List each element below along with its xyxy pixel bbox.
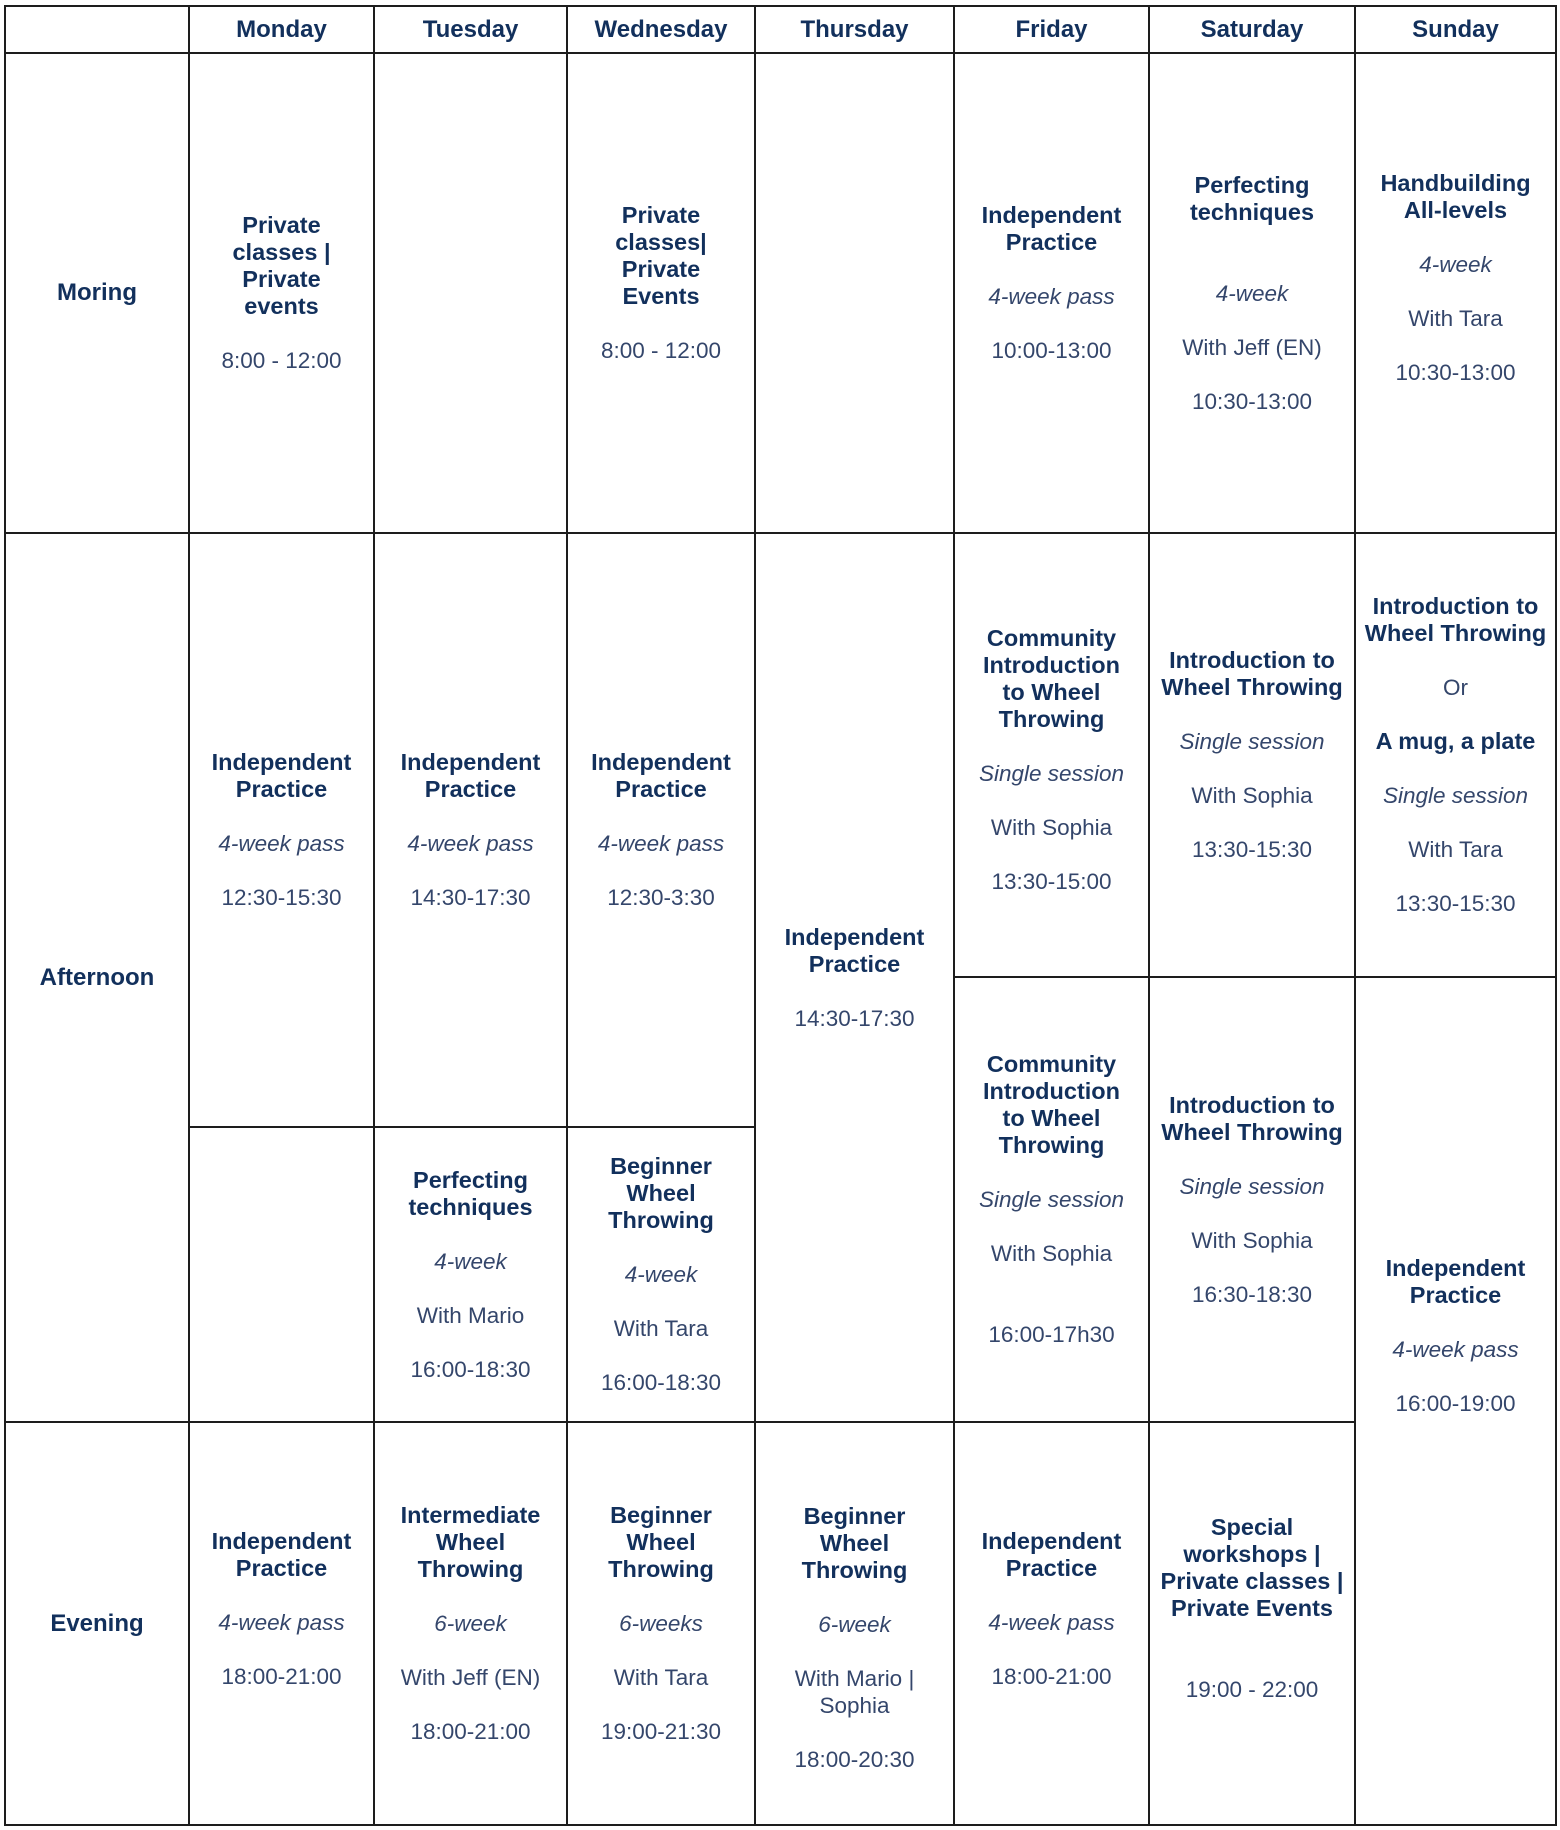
- class-slot-afternoon-sunday-2: [1356, 978, 1555, 1824]
- class-title: Independent Practice: [981, 1527, 1122, 1581]
- class-duration: 4-week pass: [407, 831, 534, 856]
- day-header-wednesday: Wednesday: [594, 15, 728, 43]
- class-slot-morning-wednesday: [568, 54, 754, 532]
- period-label-afternoon: Afternoon: [39, 963, 155, 991]
- class-duration: 6-week: [434, 1611, 507, 1636]
- class-or: Or: [1443, 675, 1468, 700]
- class-time: 8:00 - 12:00: [600, 338, 722, 363]
- class-time: 13:30-15:00: [991, 869, 1112, 894]
- class-title: Independent Practice: [211, 749, 352, 802]
- class-slot-afternoon-saturday-1: [1150, 534, 1354, 976]
- class-slot-evening-thursday: [756, 1423, 953, 1824]
- class-time: 19:00 - 22:00: [1185, 1677, 1319, 1702]
- class-title: Independent Practice: [784, 923, 925, 977]
- class-time: 16:00-18:30: [410, 1356, 531, 1382]
- class-duration: 4-week pass: [218, 831, 345, 856]
- class-time: 18:00-20:30: [794, 1746, 915, 1772]
- class-slot-morning-friday: [955, 54, 1148, 532]
- class-slot-evening-tuesday: [375, 1423, 566, 1824]
- grid-line: [4, 1824, 1557, 1826]
- class-time: 8:00 - 12:00: [221, 348, 342, 373]
- day-header-saturday: Saturday: [1200, 15, 1304, 43]
- class-duration: 6-week: [818, 1611, 891, 1637]
- period-label-evening: Evening: [50, 1609, 144, 1637]
- class-teacher: With Mario | Sophia: [794, 1665, 915, 1718]
- class-title: Community Introduction to Wheel Throwing: [982, 625, 1121, 732]
- class-title: Perfecting techniques: [408, 1166, 533, 1220]
- class-teacher: With Tara: [1408, 306, 1503, 331]
- class-time: 16:00-19:00: [1395, 1391, 1516, 1416]
- class-teacher: With Tara: [613, 1665, 709, 1690]
- class-slot-afternoon-friday-1: [955, 534, 1148, 976]
- day-header-sunday: Sunday: [1412, 15, 1499, 43]
- class-duration: 4-week pass: [218, 1609, 345, 1635]
- class-slot-afternoon-wednesday: [568, 534, 754, 1126]
- class-time: 19:00-21:30: [600, 1719, 722, 1744]
- class-teacher: With Sophia: [1191, 1227, 1313, 1253]
- class-teacher: With Sophia: [990, 815, 1113, 840]
- class-time: 16:00-17h30: [988, 1322, 1115, 1347]
- class-slot-afternoon-thursday: [756, 534, 953, 1421]
- class-slot-afternoon-tuesday-2: [375, 1128, 566, 1421]
- class-slot-evening-saturday: [1150, 1423, 1354, 1824]
- class-slot-afternoon-saturday-2: [1150, 978, 1354, 1421]
- class-time: 12:30-15:30: [221, 885, 342, 910]
- class-slot-evening-friday: [955, 1423, 1148, 1824]
- day-header-monday: Monday: [236, 15, 327, 43]
- class-duration: Single session: [1179, 729, 1325, 754]
- class-title: Introduction to Wheel Throwing: [1364, 593, 1547, 646]
- class-title: Private classes | Private events: [232, 212, 331, 319]
- class-time: 13:30-15:30: [1395, 891, 1516, 916]
- class-title: Beginner Wheel Throwing: [608, 1153, 714, 1233]
- class-title: Independent Practice: [981, 202, 1122, 255]
- class-time: 16:30-18:30: [1191, 1281, 1313, 1307]
- class-duration: Single session: [978, 1187, 1125, 1212]
- class-title: Perfecting techniques: [1189, 171, 1315, 225]
- day-header-tuesday: Tuesday: [422, 15, 519, 43]
- class-title-alt: A mug, a plate: [1375, 728, 1536, 754]
- class-duration: 4-week pass: [988, 1609, 1115, 1635]
- class-title: Independent Practice: [591, 749, 731, 802]
- class-duration: 6-weeks: [619, 1611, 703, 1636]
- class-slot-afternoon-tuesday: [375, 534, 566, 1126]
- class-time: 14:30-17:30: [794, 1005, 915, 1031]
- class-teacher: With Tara: [613, 1316, 709, 1341]
- class-time: 14:30-17:30: [410, 885, 531, 910]
- class-duration: Single session: [1179, 1173, 1325, 1199]
- class-slot-afternoon-sunday-1: [1356, 534, 1555, 976]
- class-time: 12:30-3:30: [607, 885, 715, 910]
- class-teacher: With Tara: [1408, 837, 1503, 862]
- class-title: Independent Practice: [211, 1527, 352, 1581]
- class-slot-evening-wednesday: [568, 1423, 754, 1824]
- period-label-morning: Moring: [57, 279, 137, 306]
- class-slot-morning-saturday: [1150, 54, 1354, 532]
- class-title: Introduction to Wheel Throwing: [1161, 647, 1343, 700]
- class-time: 10:00-13:00: [991, 338, 1112, 363]
- class-teacher: With Mario: [416, 1302, 525, 1328]
- class-duration: Single session: [1382, 783, 1529, 808]
- class-teacher: With Jeff (EN): [400, 1665, 541, 1690]
- class-slot-morning-monday: [190, 54, 373, 532]
- class-duration: 4-week: [1215, 280, 1289, 306]
- class-duration: 4-week pass: [1392, 1337, 1519, 1362]
- grid-line: [1555, 5, 1557, 1826]
- class-title: Introduction to Wheel Throwing: [1161, 1091, 1343, 1145]
- class-time: 18:00-21:00: [991, 1663, 1112, 1689]
- class-slot-morning-sunday: [1356, 54, 1555, 532]
- class-duration: 4-week: [1419, 252, 1492, 277]
- class-title: Independent Practice: [400, 749, 541, 802]
- class-teacher: With Sophia: [1191, 783, 1313, 808]
- class-slot-evening-monday: [190, 1423, 373, 1824]
- class-time: 13:30-15:30: [1191, 837, 1313, 862]
- class-slot-afternoon-friday-2: [955, 978, 1148, 1421]
- class-title: Community Introduction to Wheel Throwing: [982, 1051, 1121, 1158]
- class-teacher: With Jeff (EN): [1182, 334, 1322, 360]
- class-duration: 4-week pass: [597, 831, 725, 856]
- class-title: Private classes| Private Events: [615, 202, 707, 309]
- class-duration: Single session: [978, 761, 1125, 786]
- class-title: Beginner Wheel Throwing: [801, 1502, 908, 1583]
- class-duration: 4-week pass: [988, 284, 1115, 309]
- class-title: Independent Practice: [1385, 1255, 1526, 1308]
- class-title: Special workshops | Private classes | Private Events: [1160, 1514, 1344, 1621]
- class-time: 16:00-18:30: [600, 1370, 722, 1395]
- day-header-friday: Friday: [1015, 15, 1088, 43]
- class-teacher: With Sophia: [990, 1241, 1113, 1266]
- class-title: Beginner Wheel Throwing: [608, 1502, 714, 1582]
- class-duration: 4-week: [624, 1262, 698, 1287]
- class-slot-afternoon-wednesday-2: [568, 1128, 754, 1421]
- class-time: 10:30-13:00: [1191, 388, 1313, 414]
- class-time: 18:00-21:00: [410, 1719, 531, 1744]
- day-header-thursday: Thursday: [800, 15, 909, 43]
- class-duration: 4-week: [434, 1248, 507, 1274]
- class-time: 18:00-21:00: [221, 1663, 342, 1689]
- class-time: 10:30-13:00: [1395, 360, 1516, 385]
- class-slot-afternoon-monday: [190, 534, 373, 1126]
- class-title: Intermediate Wheel Throwing: [400, 1502, 541, 1582]
- class-title: Handbuilding All-levels: [1380, 170, 1531, 223]
